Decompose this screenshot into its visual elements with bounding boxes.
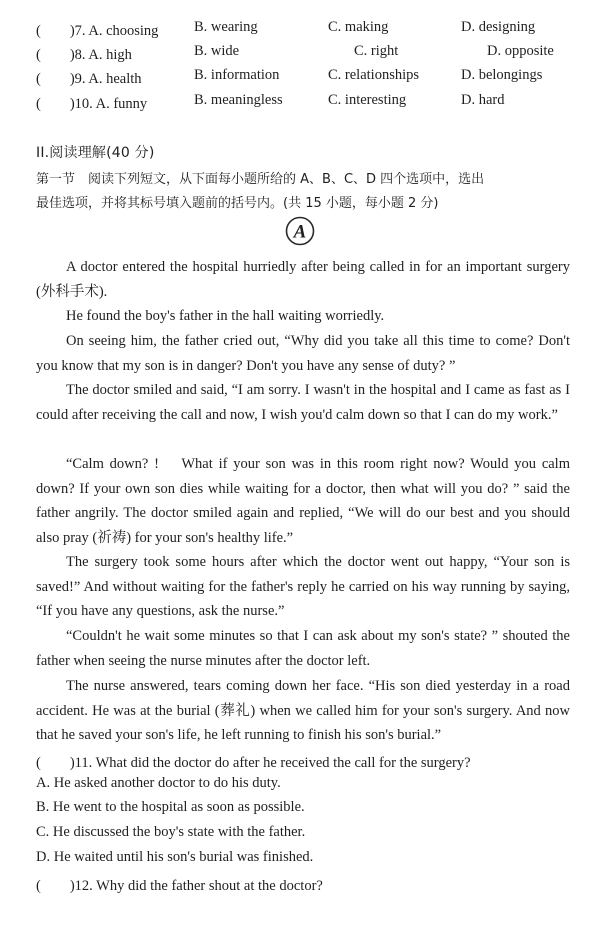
option-c: C. right bbox=[354, 43, 399, 59]
question-11: ( )11. What did the doctor do after he received the call for the surgery? bbox=[36, 755, 471, 771]
option-c: C. interesting bbox=[328, 92, 407, 108]
option-c: C. relationships bbox=[328, 67, 420, 83]
passage-paragraph: He found the boy's father in the hall waiting worriedly. bbox=[66, 308, 385, 324]
option-d: D. designing bbox=[461, 19, 536, 35]
question-12: ( )12. Why did the father shout at the doctor? bbox=[36, 878, 323, 894]
passage-paragraph: The surgery took some hours after which the doctor went out happy, “Your son is saved!” And without waiting for the father's reply he carried on his way running by saying, “If you have any questions, ask the nurse.” bbox=[36, 554, 570, 620]
question-7-stem: ( )7. A. choosing bbox=[36, 23, 159, 39]
option-b: B. information bbox=[194, 67, 280, 83]
passage-a-logo-icon bbox=[285, 216, 315, 246]
section-instruction-continued: 最佳选项，并将其标号填入题前的括号内。(共 15 小题，每小题 2 分) bbox=[36, 196, 439, 211]
question-11-option-c: C. He discussed the boy's state with the father. bbox=[36, 824, 306, 840]
question-8-options bbox=[36, 43, 596, 65]
option-d: D. belongings bbox=[461, 67, 543, 83]
question-7-options bbox=[36, 19, 596, 41]
passage-paragraph: “Calm down? ! What if your son was in this room right now? Would you calm down? If your own son dies while waiting for a doctor, then what will you do? ” said the father angrily. The doctor smiled again and replied, “We will do our best and you should also pray (祈祷) for your son's healthy life.” bbox=[36, 456, 570, 546]
option-b: B. wearing bbox=[194, 19, 258, 35]
question-11-option-d: D. He waited until his son's burial was finished. bbox=[36, 849, 314, 865]
section-instruction: 第一节 阅读下列短文，从下面每小题所给的 A、B、C、D 四个选项中，选出 bbox=[36, 172, 485, 187]
option-d: D. opposite bbox=[487, 43, 554, 59]
question-9-stem: ( )9. A. health bbox=[36, 71, 142, 87]
option-d: D. hard bbox=[461, 92, 505, 108]
question-10-stem: ( )10. A. funny bbox=[36, 96, 148, 112]
passage-paragraph: The doctor smiled and said, “I am sorry. I wasn't in the hospital and I came as fast as I could after receiving the call and now, I wish you'd calm down so that I can do my work.” bbox=[36, 382, 570, 423]
question-11-option-a: A. He asked another doctor to do his duty. bbox=[36, 775, 281, 791]
section-heading: II.阅读理解(40 分) bbox=[36, 145, 155, 161]
question-9-options bbox=[36, 67, 596, 89]
passage-paragraph: On seeing him, the father cried out, “Why did you take all this time to come? Don't you know that my son is in danger? Don't you have any sense of duty? ” bbox=[36, 333, 570, 374]
passage-paragraph: “Couldn't he wait some minutes so that I can ask about my son's state? ” shouted the father when seeing the nurse minutes after the doctor left. bbox=[36, 628, 570, 669]
question-10-options bbox=[36, 92, 596, 114]
option-b: B. wide bbox=[194, 43, 240, 59]
passage-paragraph: A doctor entered the hospital hurriedly after being called in for an important surgery (外科手术). bbox=[36, 259, 570, 300]
option-b: B. meaningless bbox=[194, 92, 283, 108]
passage-logo-letter: A bbox=[293, 221, 307, 243]
question-11-option-b: B. He went to the hospital as soon as possible. bbox=[36, 799, 305, 815]
option-c: C. making bbox=[328, 19, 389, 35]
passage-paragraph: The nurse answered, tears coming down her face. “His son died yesterday in a road accident. He was at the burial (葬礼) when we called him for your son's surgery. And now that he saved your son's life, he left running to finish his son's burial.” bbox=[36, 678, 570, 744]
question-8-stem: ( )8. A. high bbox=[36, 47, 132, 63]
